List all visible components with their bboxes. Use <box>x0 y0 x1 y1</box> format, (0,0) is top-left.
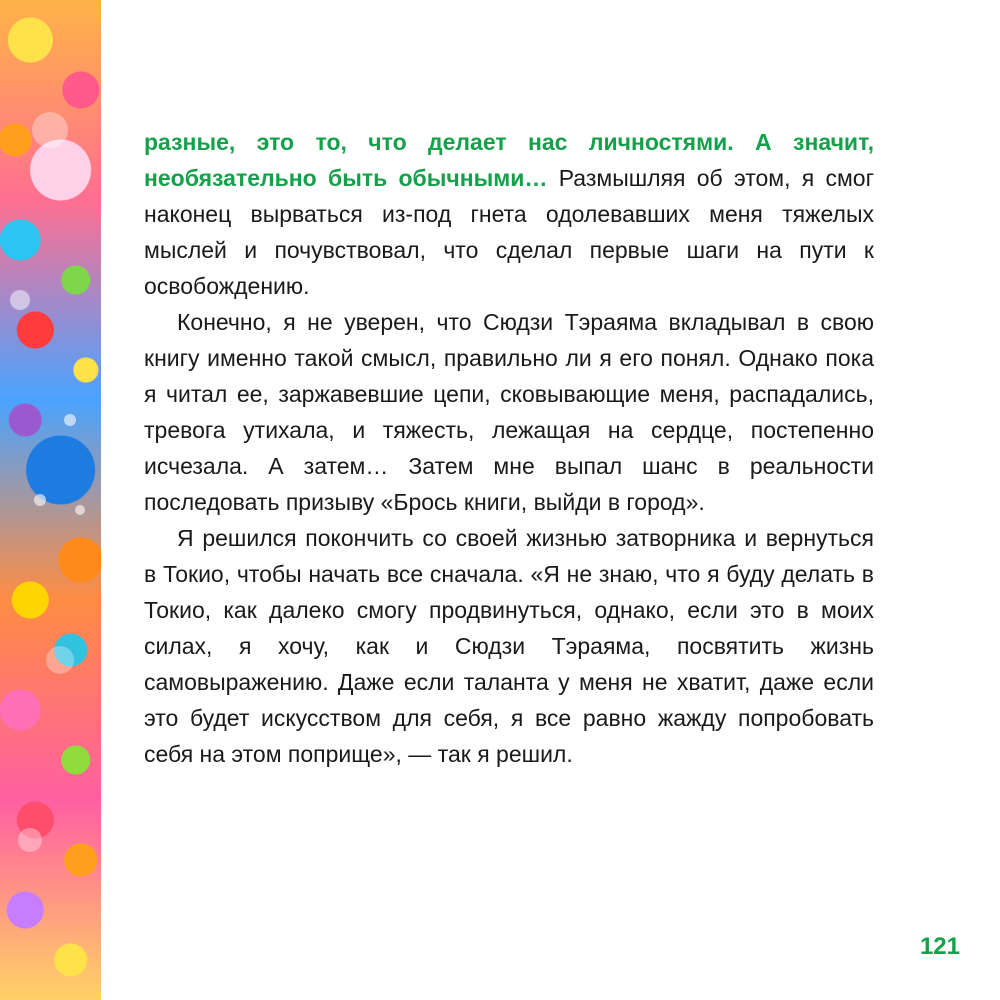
body-text <box>144 124 874 772</box>
page-number: 121 <box>919 933 960 960</box>
paragraph-3: Я решился покончить со своей жизнью затворника и вернуться в Токио, чтобы начать все сначала. «Я не знаю, что я буду делать в Токио, как далеко смогу продвинуться, однако, если это в моих силах, я хочу, как и Сюдзи Тэраяма, посвятить жизнь самовыражению. Даже если таланта у меня не хватит, даже если это будет искусством для себя, я все равно жажду попробовать себя на этом поприще», — так я решил. <box>144 525 874 767</box>
highlighted-lead: разные, это то, что делает нас личностями. А значит, необязательно быть обычными… <box>144 129 874 191</box>
candy-pattern-icon <box>0 0 101 1000</box>
candy-side-image <box>0 0 101 1000</box>
paragraph-1-text: Размышляя об этом, я смог наконец вырваться из-под гнета одолевавших меня тяжелых мыслей и почувствовал, что сделал первые шаги на пути к освобождению. <box>144 165 874 299</box>
paragraph-1 <box>144 124 874 304</box>
paragraph-2: Конечно, я не уверен, что Сюдзи Тэраяма вкладывал в свою книгу именно такой смысл, правильно ли я его понял. Однако пока я читал ее, заржавевшие цепи, сковывающие меня, распадались, тревога утихала, и тяжесть, лежащая на сердце, постепенно исчезала. А затем… Затем мне выпал шанс в реальности последовать призыву «Брось книги, выйди в город». <box>144 309 874 515</box>
